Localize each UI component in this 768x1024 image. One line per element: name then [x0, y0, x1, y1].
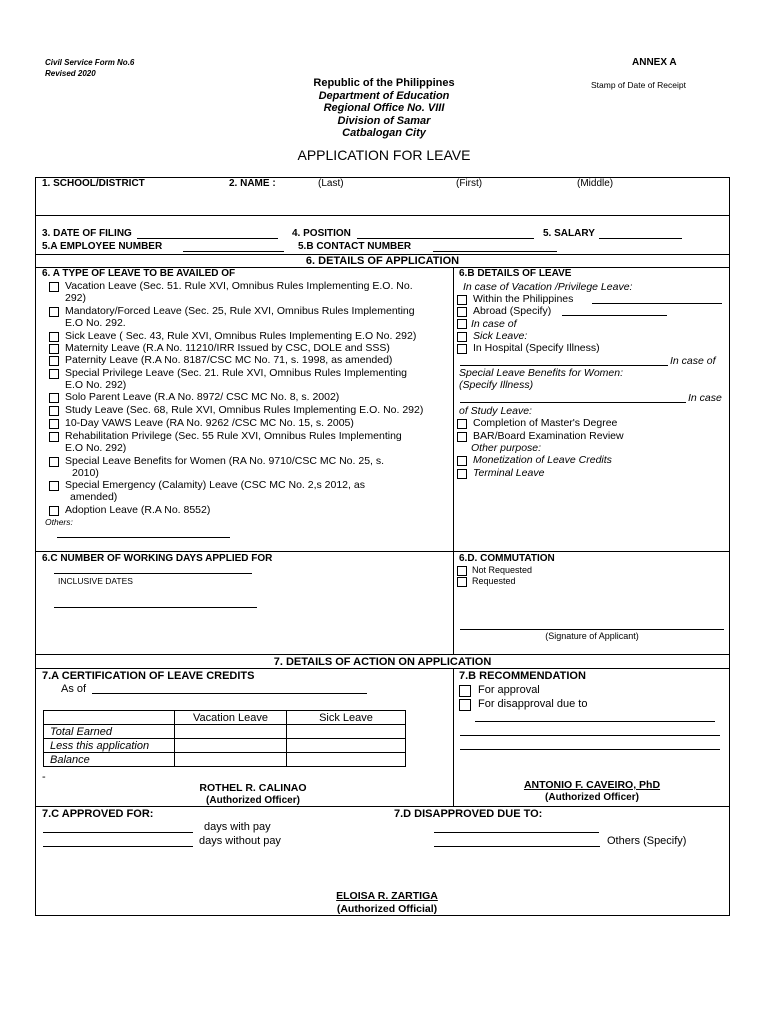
leave-type-text: Special Privilege Leave (Sec. 21. Rule XVI, Omnibus Rules Implementing — [65, 367, 407, 379]
within-philippines-line[interactable] — [592, 303, 722, 304]
blank-checkbox[interactable] — [457, 319, 467, 329]
terminal-leave-checkbox[interactable] — [457, 469, 467, 479]
leave-type-text: 10-Day VAWS Leave (RA No. 9262 /CSC MC No. 15, s. 2005) — [65, 417, 354, 429]
signature-line[interactable] — [460, 629, 724, 630]
leave-credits-table — [43, 710, 406, 767]
monetization-label: Monetization of Leave Credits — [473, 454, 612, 466]
within-philippines-label: Within the Philippines — [473, 293, 574, 305]
column-divider — [453, 668, 454, 806]
disapproved-others-line[interactable] — [434, 846, 600, 847]
last-name-label: (Last) — [318, 178, 344, 189]
dash-mark: - — [42, 771, 46, 783]
table-cell[interactable] — [175, 725, 287, 739]
republic-label: Republic of the Philippines — [313, 77, 455, 89]
leave-type-text: Maternity Leave (R.A No. 11210/IRR Issued by CSC, DOLE and SSS) — [65, 342, 390, 354]
specify-illness-label: (Specify Illness) — [459, 379, 534, 391]
table-cell — [44, 711, 175, 725]
abroad-checkbox[interactable] — [457, 307, 467, 317]
specify-illness-line[interactable] — [460, 402, 686, 403]
official-name: ELOISA R. ZARTIGA — [336, 890, 438, 902]
middle-name-label: (Middle) — [577, 178, 614, 189]
paternity-leave-checkbox[interactable] — [49, 356, 59, 366]
date-of-filing-label: 3. DATE OF FILING — [42, 228, 132, 239]
leave-type-text: E.O No. 292. — [65, 317, 126, 329]
table-cell[interactable] — [287, 739, 406, 753]
study-leave-case-label: of Study Leave: — [459, 405, 532, 417]
officer1-name: ROTHEL R. CALINAO — [199, 782, 307, 794]
school-district-label: 1. SCHOOL/DISTRICT — [42, 178, 145, 189]
leave-type-text: E.O No. 292) — [65, 442, 127, 454]
for-approval-label: For approval — [478, 684, 540, 696]
leave-type-text: Solo Parent Leave (R.A No. 8972/ CSC MC No. 8, s. 2002) — [65, 391, 340, 403]
contact-number-label: 5.B CONTACT NUMBER — [298, 241, 412, 252]
disapproval-reason-line[interactable] — [460, 735, 720, 736]
disapproval-reason-line[interactable] — [460, 749, 720, 750]
leave-type-text: E.O No. 292) — [65, 379, 127, 391]
table-header-row — [44, 711, 406, 725]
leave-type-text: 2010) — [72, 467, 99, 479]
maternity-leave-checkbox[interactable] — [49, 344, 59, 354]
leave-type-text: Rehabilitation Privilege (Sec. 55 Rule XVI, Omnibus Rules Implementing — [65, 430, 402, 442]
in-case-of-label: In case of — [471, 318, 517, 330]
row-divider — [35, 215, 730, 216]
leave-type-text: 292) — [65, 292, 87, 304]
special-emergency-leave-checkbox[interactable] — [49, 481, 59, 491]
disapproval-reason-line[interactable] — [475, 721, 715, 722]
department-label: Department of Education — [318, 90, 450, 102]
signature-label: (Signature of Applicant) — [545, 631, 639, 641]
division-label: Division of Samar — [337, 115, 431, 127]
row-divider — [35, 654, 730, 655]
special-privilege-leave-checkbox[interactable] — [49, 369, 59, 379]
vacation-leave-checkbox[interactable] — [49, 282, 59, 292]
table-cell[interactable] — [287, 753, 406, 767]
leave-type-text: Special Emergency (Calamity) Leave (CSC MC No. 2,s 2012, as — [65, 479, 365, 491]
revised-year: Revised 2020 — [45, 69, 96, 78]
in-case-label: In case — [688, 392, 722, 404]
commutation-title: 6.D. COMMUTATION — [459, 553, 555, 564]
sick-leave-case-label: Sick Leave: — [473, 330, 528, 342]
inclusive-dates-line[interactable] — [54, 607, 257, 608]
row-divider — [35, 551, 730, 552]
days-with-pay-label: days with pay — [204, 821, 271, 833]
officer1-role: (Authorized Officer) — [206, 795, 300, 806]
row-divider — [35, 668, 730, 669]
table-row-label: Less this application — [44, 739, 175, 753]
table-cell[interactable] — [175, 739, 287, 753]
blank-checkbox[interactable] — [457, 332, 467, 342]
masters-degree-label: Completion of Master's Degree — [473, 417, 618, 429]
solo-parent-leave-checkbox[interactable] — [49, 393, 59, 403]
stamp-label: Stamp of Date of Receipt — [591, 80, 686, 90]
others-specify-label: Others (Specify) — [607, 835, 687, 847]
table-header-vacation: Vacation Leave — [175, 711, 287, 725]
abroad-line[interactable] — [562, 315, 667, 316]
table-row-label: Balance — [44, 753, 175, 767]
leave-type-text: amended) — [70, 491, 118, 503]
requested-label: Requested — [472, 576, 516, 586]
monetization-checkbox[interactable] — [457, 456, 467, 466]
leave-type-text: Special Leave Benefits for Women (RA No. 9710/CSC MC No. 25, s. — [65, 455, 385, 467]
section6-title: 6. DETAILS OF APPLICATION — [305, 255, 460, 267]
date-of-filing-line[interactable] — [137, 238, 278, 239]
table-cell[interactable] — [175, 753, 287, 767]
as-of-line[interactable] — [92, 693, 367, 694]
study-leave-checkbox[interactable] — [49, 406, 59, 416]
details-of-leave-title: 6.B DETAILS OF LEAVE — [459, 268, 572, 279]
approved-for-title: 7.C APPROVED FOR: — [42, 808, 154, 820]
working-days-line[interactable] — [54, 573, 252, 574]
table-cell[interactable] — [287, 725, 406, 739]
contact-number-line[interactable] — [433, 251, 557, 252]
forced-leave-checkbox[interactable] — [49, 307, 59, 317]
bar-review-checkbox[interactable] — [457, 432, 467, 442]
annex-label: ANNEX A — [632, 57, 677, 68]
salary-label: 5. SALARY — [543, 228, 595, 239]
sick-leave-checkbox[interactable] — [49, 332, 59, 342]
row-divider — [35, 806, 730, 807]
employee-number-line[interactable] — [183, 251, 284, 252]
for-approval-checkbox[interactable] — [459, 685, 471, 697]
recommendation-title: 7.B RECOMMENDATION — [459, 670, 586, 682]
disapproved-due-to-title: 7.D DISAPPROVED DUE TO: — [394, 808, 543, 820]
days-with-pay-line[interactable] — [43, 832, 193, 833]
requested-checkbox[interactable] — [457, 577, 467, 587]
vaws-leave-checkbox[interactable] — [49, 419, 59, 429]
leave-type-text: Mandatory/Forced Leave (Sec. 25, Rule XVI, Omnibus Rules Implementing — [65, 305, 415, 317]
vacation-case-label: In case of Vacation /Privilege Leave: — [463, 281, 633, 293]
table-row — [44, 753, 406, 767]
in-case-of-label: In case of — [670, 355, 716, 367]
not-requested-checkbox[interactable] — [457, 566, 467, 576]
working-days-title: 6.C NUMBER OF WORKING DAYS APPLIED FOR — [42, 553, 273, 564]
table-header-sick: Sick Leave — [287, 711, 406, 725]
first-name-label: (First) — [456, 178, 483, 189]
region-label: Regional Office No. VIII — [323, 102, 445, 114]
leave-type-text: Sick Leave ( Sec. 43, Rule XVI, Omnibus Rules Implementing E.O No. 292) — [65, 330, 417, 342]
in-hospital-checkbox[interactable] — [457, 344, 467, 354]
not-requested-label: Not Requested — [472, 565, 533, 575]
type-of-leave-title: 6. A TYPE OF LEAVE TO BE AVAILED OF — [42, 268, 236, 279]
official-role: (Authorized Official) — [336, 903, 438, 915]
leave-type-text: Paternity Leave (R.A No. 8187/CSC MC No. 71, s. 1998, as amended) — [65, 354, 393, 366]
inclusive-dates-label: INCLUSIVE DATES — [58, 576, 133, 586]
for-disapproval-label: For disapproval due to — [478, 698, 588, 710]
within-philippines-checkbox[interactable] — [457, 295, 467, 305]
bar-review-label: BAR/Board Examination Review — [473, 430, 624, 442]
others-label: Others: — [45, 517, 73, 527]
in-hospital-label: In Hospital (Specify Illness) — [473, 342, 600, 354]
name-label: 2. NAME : — [229, 178, 276, 189]
days-without-pay-line[interactable] — [43, 846, 193, 847]
disapproved-reason-line[interactable] — [434, 832, 599, 833]
leave-type-text: Vacation Leave (Sec. 51. Rule XVI, Omnibus Rules Implementing E.O. No. — [65, 280, 413, 292]
officer2-role: (Authorized Officer) — [545, 792, 639, 803]
table-row-label: Total Earned — [44, 725, 175, 739]
days-without-pay-label: days without pay — [199, 835, 281, 847]
table-row — [44, 739, 406, 753]
leave-type-text: Study Leave (Sec. 68, Rule XVI, Omnibus Rules Implementing E.O. No. 292) — [65, 404, 424, 416]
position-label: 4. POSITION — [292, 228, 351, 239]
illness-line[interactable] — [460, 365, 668, 366]
page-title: APPLICATION FOR LEAVE — [297, 147, 471, 163]
leave-credits-title: 7.A CERTIFICATION OF LEAVE CREDITS — [42, 670, 255, 682]
officer2-name: ANTONIO F. CAVEIRO, PhD — [523, 779, 661, 791]
for-disapproval-checkbox[interactable] — [459, 699, 471, 711]
as-of-label: As of — [61, 683, 87, 695]
adoption-leave-checkbox[interactable] — [49, 506, 59, 516]
rehabilitation-privilege-checkbox[interactable] — [49, 432, 59, 442]
employee-number-label: 5.A EMPLOYEE NUMBER — [42, 241, 163, 252]
masters-degree-checkbox[interactable] — [457, 419, 467, 429]
city-label: Catbalogan City — [342, 127, 426, 139]
abroad-label: Abroad (Specify) — [473, 305, 552, 317]
others-line[interactable] — [57, 537, 230, 538]
special-leave-women-case-label: Special Leave Benefits for Women: — [459, 367, 624, 379]
form-number: Civil Service Form No.6 — [45, 58, 135, 67]
column-divider — [453, 267, 454, 654]
terminal-leave-label: Terminal Leave — [473, 467, 545, 479]
position-line[interactable] — [357, 238, 534, 239]
salary-line[interactable] — [599, 238, 682, 239]
special-leave-women-checkbox[interactable] — [49, 457, 59, 467]
section7-title: 7. DETAILS OF ACTION ON APPLICATION — [273, 656, 492, 668]
leave-type-text: Adoption Leave (R.A No. 8552) — [65, 504, 211, 516]
other-purpose-label: Other purpose: — [471, 442, 542, 454]
table-row — [44, 725, 406, 739]
